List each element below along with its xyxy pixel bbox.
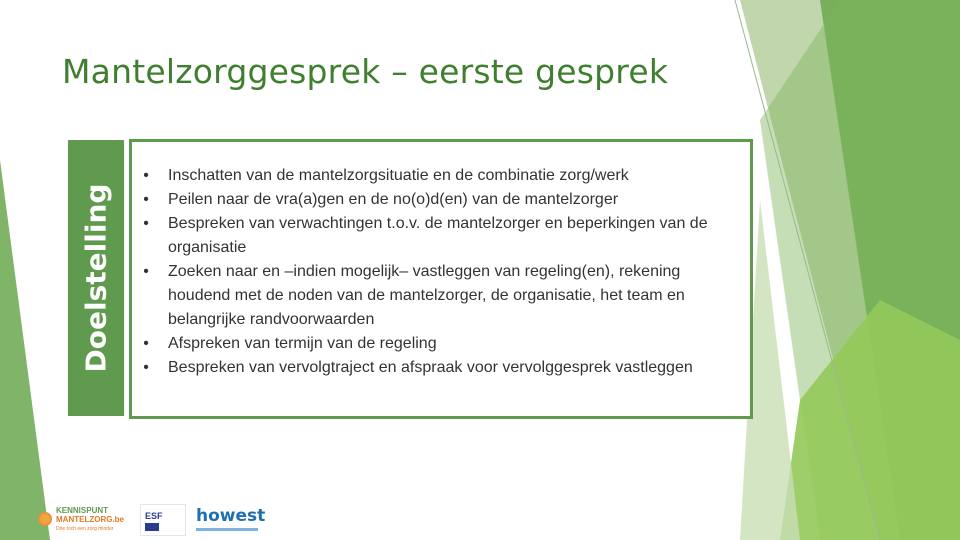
howest-text: howest	[196, 506, 266, 526]
esf-text: ESF	[145, 511, 163, 521]
bullet-text: Peilen naar de vra(a)gen en de no(o)d(en) van de mantelzorger	[168, 191, 619, 208]
side-label-panel	[68, 140, 124, 416]
bullet-text: Bespreken van vervolgtraject en afspraak voor vervolggesprek vastleggen	[168, 359, 693, 376]
bullet-dot: •	[143, 263, 149, 280]
bullet-text: Zoeken naar en –indien mogelijk– vastleggen van regeling(en), rekening houdend met de noden van de mantelzorger, de organisatie, het team en belangrijke randvoorwaarden	[168, 263, 685, 328]
bullet-text: Bespreken van verwachtingen t.o.v. de mantelzorger en beperkingen van de organisatie	[168, 215, 708, 256]
bullet-item	[132, 332, 740, 356]
bullet-dot: •	[143, 215, 149, 232]
kennispunt-tagline: Dóe toch een zorg minder	[56, 526, 114, 532]
howest-underline	[196, 528, 258, 531]
sun-icon	[38, 512, 52, 526]
bullet-dot: •	[143, 167, 149, 184]
side-label-text: Doelstelling	[79, 183, 113, 373]
eu-flag-icon	[145, 523, 159, 531]
bullet-item	[132, 212, 740, 260]
bullet-item	[132, 164, 740, 188]
bullet-item	[132, 260, 740, 332]
content-box	[129, 139, 753, 419]
bullet-item	[132, 188, 740, 212]
bullet-dot: •	[143, 191, 149, 208]
kennispunt-line2: MANTELZORG.be	[56, 515, 124, 524]
left-accent-shape	[0, 160, 50, 540]
esf-logo	[140, 504, 186, 536]
howest-logo	[196, 506, 266, 534]
bullet-dot: •	[143, 359, 149, 376]
bullet-text: Afspreken van termijn van de regeling	[168, 335, 437, 352]
kennispunt-logo	[36, 502, 136, 538]
kennispunt-line1: KENNISPUNT	[56, 506, 109, 515]
bullet-item	[132, 356, 740, 380]
bullet-list	[132, 142, 750, 380]
bullet-text: Inschatten van de mantelzorgsituatie en de combinatie zorg/werk	[168, 167, 629, 184]
page-title: Mantelzorggesprek – eerste gesprek	[62, 52, 669, 91]
bullet-dot: •	[143, 335, 149, 352]
